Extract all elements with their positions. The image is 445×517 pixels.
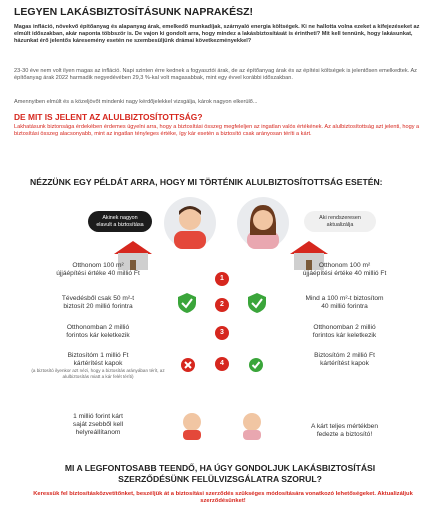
shield-check-icon xyxy=(247,292,267,314)
left-row-5-line-2: saját zsebből kell xyxy=(72,421,124,428)
left-row-5 xyxy=(18,413,178,437)
right-row-1-line-1: Otthonom 100 m² xyxy=(318,262,371,269)
inflation-paragraph: 23-30 éve nem volt ilyen magas az infláció. Napi szinten érre kednek a fogyasztói árak, de az építőanyag árak és az építési költségek is jelentősen emelkedtek. Az építőanyag árak 2022 harmadik negyedévében 29,3 %-kal volt magasabbak, mint egy évvel korábbi időszakban. xyxy=(14,68,417,81)
man-avatar-icon xyxy=(160,193,220,251)
future-paragraph: Amennyiben elmúlt és a közeljövőt mindenki nagy kérdőjelekkel vizsgálja, károk nagyon elkerülő... xyxy=(14,99,258,105)
step-number-3: 3 xyxy=(215,326,229,340)
right-row-2 xyxy=(262,295,427,311)
right-row-4 xyxy=(262,352,427,368)
sad-man-icon xyxy=(178,410,206,440)
right-row-5-line-2: fedezte a biztosító! xyxy=(316,431,373,438)
left-row-1-line-2: újjáépítési értéke 40 millió Ft xyxy=(56,270,140,277)
woman-avatar-icon xyxy=(233,193,293,251)
footer-title: MI A LEGFONTOSABB TEENDŐ, HA ÚGY GONDOLJUK LAKÁSBIZTOSÍTÁSI SZERZŐDÉSÜNK FELÜLVIZSGÁLATRA SZORUL? xyxy=(64,463,376,484)
left-row-5-line-3: helyreállítanom xyxy=(75,429,121,436)
right-row-1 xyxy=(262,262,427,278)
left-row-1 xyxy=(18,262,178,278)
left-row-2-line-1: Tévedésből csak 50 m²-t xyxy=(61,295,135,302)
left-row-3 xyxy=(18,324,178,340)
left-row-3-line-2: forintos kár keletkezik xyxy=(66,332,130,339)
right-row-5 xyxy=(262,423,427,439)
right-row-2-line-2: 40 millió forintra xyxy=(321,303,368,310)
left-row-4-line-2: kártérítést kapok xyxy=(73,360,123,367)
right-row-3 xyxy=(262,324,427,340)
example-title: NÉZZÜNK EGY PÉLDÁT ARRA, HOGY MI TÖRTÉNIK ALULBIZTOSÍTOTTSÁG ESETÉN: xyxy=(30,177,383,187)
right-row-5-line-1: A kárt teljes mértékben xyxy=(310,423,379,430)
footer-call-to-action: Keressük fel biztosításközvetítőnket, beszéljük át a biztosítási szerződés szükséges módosítására vonatkozó lehetőségeket. Aktualizáljuk szerződésünket! xyxy=(33,491,413,504)
section-title-underinsurance: DE MIT IS JELENT AZ ALULBIZTOSÍTOTTSÁG? xyxy=(14,112,203,122)
left-row-3-line-1: Otthonomban 2 millió xyxy=(66,324,130,331)
left-row-5-line-1: 1 millió forint kárt xyxy=(73,413,123,420)
left-row-4-line-1: Biztosítóm 1 millió Ft xyxy=(67,352,129,359)
underinsurance-paragraph: Lakhatásunk biztonsága érdekében érdemes ügyelni arra, hogy a biztosítási összeg megfeleljen az ingatlan valós értékének. Az alulbiztosítottság azt jelenti, hogy a biztosítási összeg alacsonyabb, mint az ingatlan tényleges értéke, így kár esetén a biztosító csak arányosan téríti a kárt. xyxy=(14,124,420,137)
step-number-4: 4 xyxy=(215,357,229,371)
intro-paragraph: Magas infláció, növekvő építőanyag és alapanyag árak, emelkedő munkadíjak, szárnyaló energia költségek. Ki ne hallotta volna ezeket a kifejezéseket az elmúlt időszakban, akár naponta többször is. De vajon ki gondolt arra, hogy mindez a lakásbiztosítását is érintheti? Mit kell tennünk, hogy lakásunkat, házunkat érő jelentős káresemény esetén ne szembesüljünk drámai következményekkel? xyxy=(14,24,420,44)
step-number-1: 1 xyxy=(215,272,229,286)
red-x-icon xyxy=(181,358,195,372)
left-row-2-line-2: biztosít 20 millió forintra xyxy=(63,303,133,310)
green-check-icon xyxy=(249,358,263,372)
right-speech-bubble: Aki rendszeresen aktualizálja xyxy=(304,211,376,232)
right-row-3-line-2: forintos kár keletkezik xyxy=(312,332,377,339)
left-row-1-line-1: Otthonom 100 m² xyxy=(72,262,124,269)
right-row-1-line-2: újjáépítési értéke 40 millió Ft xyxy=(302,270,387,277)
step-number-2: 2 xyxy=(215,298,229,312)
right-row-2-line-1: Mind a 100 m²-t biztosítom xyxy=(305,295,384,302)
left-row-4 xyxy=(18,352,178,379)
left-row-4-note: (a biztosító ilyenkor azt nézi, hogy a biztosítás arányában térít, az alulbiztosítás miatt a kár felét téríti) xyxy=(31,368,165,379)
right-row-4-line-1: Biztosítóm 2 millió Ft xyxy=(314,352,375,359)
left-speech-bubble: Akinek nagyon elavult a biztosítása xyxy=(88,211,152,232)
shield-check-icon xyxy=(177,292,197,314)
happy-woman-icon xyxy=(238,410,266,440)
right-row-4-line-2: kártérítést kapok xyxy=(320,360,369,367)
right-row-3-line-1: Otthonomban 2 millió xyxy=(313,324,376,331)
left-row-2 xyxy=(18,295,178,311)
page-title: LEGYEN LAKÁSBIZTOSÍTÁSUNK NAPRAKÉSZ! xyxy=(14,6,253,18)
